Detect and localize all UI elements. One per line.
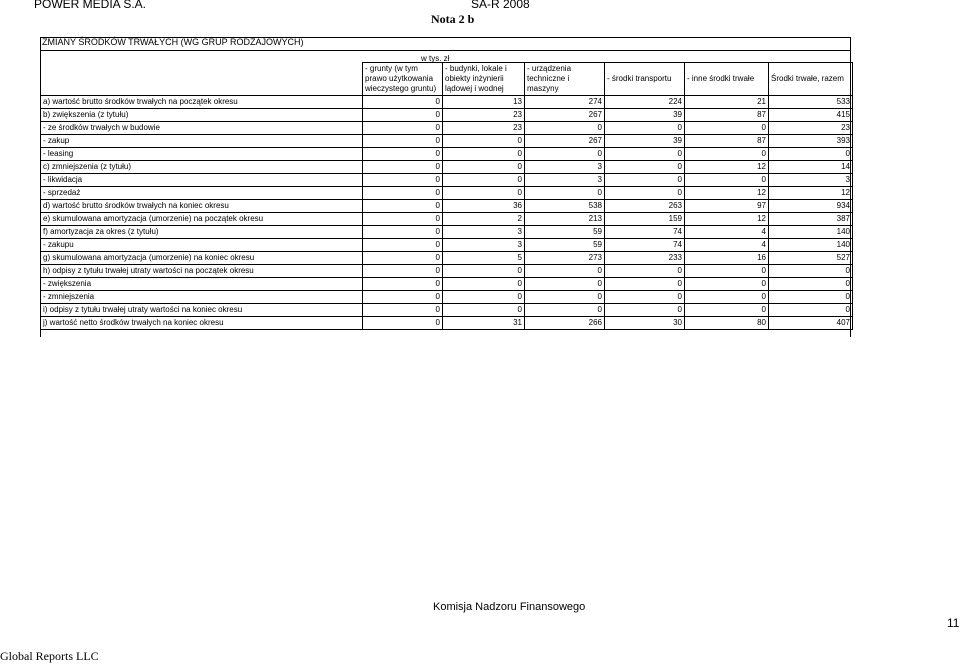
cell-value: 0 (363, 148, 443, 161)
cell-value: 3 (443, 226, 525, 239)
cell-value: 0 (769, 265, 853, 278)
cell-value: 0 (525, 291, 605, 304)
table-row (41, 317, 853, 330)
cell-value: 0 (605, 291, 685, 304)
page-number: 11 (947, 616, 960, 630)
section-title: ZMIANY ŚRODKÓW TRWAŁYCH (WG GRUP RODZAJOWYCH) (42, 37, 304, 47)
cell-value: 0 (605, 278, 685, 291)
cell-value: 31 (443, 317, 525, 330)
row-label: - zwiększenia (41, 278, 363, 291)
cell-value: 39 (605, 135, 685, 148)
cell-value: 0 (605, 265, 685, 278)
cell-value: 12 (769, 187, 853, 200)
row-label: c) zmniejszenia (z tytułu) (41, 161, 363, 174)
table-row (41, 148, 853, 161)
table-row (41, 239, 853, 252)
cell-value: 159 (605, 213, 685, 226)
cell-value: 0 (363, 96, 443, 109)
cell-value: 274 (525, 96, 605, 109)
cell-value: 533 (769, 96, 853, 109)
table-body (41, 96, 853, 330)
cell-value: 0 (605, 161, 685, 174)
cell-value: 0 (769, 278, 853, 291)
row-label: - sprzedaż (41, 187, 363, 200)
cell-value: 0 (685, 122, 769, 135)
cell-value: 87 (685, 135, 769, 148)
cell-value: 39 (605, 109, 685, 122)
row-label: - likwidacja (41, 174, 363, 187)
table-row (41, 291, 853, 304)
cell-value: 0 (443, 265, 525, 278)
cell-value: 224 (605, 96, 685, 109)
cell-value: 266 (525, 317, 605, 330)
cell-value: 3 (443, 239, 525, 252)
row-label: b) zwiększenia (z tytułu) (41, 109, 363, 122)
table-row (41, 265, 853, 278)
cell-value: 0 (363, 239, 443, 252)
cell-value: 36 (443, 200, 525, 213)
cell-value: 0 (443, 278, 525, 291)
cell-value: 4 (685, 239, 769, 252)
cell-value: 74 (605, 239, 685, 252)
cell-value: 213 (525, 213, 605, 226)
row-label: j) wartość netto środków trwałych na koniec okresu (41, 317, 363, 330)
cell-value: 13 (443, 96, 525, 109)
cell-value: 0 (769, 304, 853, 317)
table-row (41, 252, 853, 265)
cell-value: 14 (769, 161, 853, 174)
cell-value: 140 (769, 226, 853, 239)
cell-value: 80 (685, 317, 769, 330)
table-row (41, 122, 853, 135)
cell-value: 0 (769, 291, 853, 304)
row-label: d) wartość brutto środków trwałych na koniec okresu (41, 200, 363, 213)
cell-value: 30 (605, 317, 685, 330)
fixed-assets-table (40, 62, 853, 330)
cell-value: 0 (525, 304, 605, 317)
footer-publisher: Global Reports LLC (0, 649, 99, 663)
table-row (41, 304, 853, 317)
cell-value: 21 (685, 96, 769, 109)
cell-value: 0 (525, 122, 605, 135)
cell-value: 0 (685, 174, 769, 187)
cell-value: 0 (443, 135, 525, 148)
cell-value: 3 (769, 174, 853, 187)
row-label: - zmniejszenia (41, 291, 363, 304)
company-name: POWER MEDIA S.A. (34, 0, 147, 11)
table-header-row (41, 63, 853, 96)
cell-value: 233 (605, 252, 685, 265)
cell-value: 267 (525, 109, 605, 122)
row-label: e) skumulowana amortyzacja (umorzenie) na początek okresu (41, 213, 363, 226)
cell-value: 0 (525, 187, 605, 200)
cell-value: 2 (443, 213, 525, 226)
cell-value: 527 (769, 252, 853, 265)
cell-value: 0 (363, 161, 443, 174)
row-label: a) wartość brutto środków trwałych na początek okresu (41, 96, 363, 109)
row-label: i) odpisy z tytułu trwałej utraty wartości na koniec okresu (41, 304, 363, 317)
footer-authority: Komisja Nadzoru Finansowego (433, 601, 586, 613)
note-number: Nota 2 b (431, 12, 475, 26)
row-label: - leasing (41, 148, 363, 161)
row-label: - zakup (41, 135, 363, 148)
cell-value: 140 (769, 239, 853, 252)
table-row (41, 187, 853, 200)
cell-value: 0 (363, 200, 443, 213)
table-row (41, 109, 853, 122)
cell-value: 407 (769, 317, 853, 330)
row-label: f) amortyzacja za okres (z tytułu) (41, 226, 363, 239)
cell-value: 0 (363, 278, 443, 291)
cell-value: 538 (525, 200, 605, 213)
cell-value: 273 (525, 252, 605, 265)
cell-value: 263 (605, 200, 685, 213)
cell-value: 0 (443, 161, 525, 174)
column-header: - środki transportu (605, 63, 685, 96)
cell-value: 12 (685, 213, 769, 226)
cell-value: 0 (605, 187, 685, 200)
report-code: SA-R 2008 (471, 0, 530, 11)
cell-value: 0 (525, 265, 605, 278)
cell-value: 0 (443, 187, 525, 200)
row-label: g) skumulowana amortyzacja (umorzenie) na koniec okresu (41, 252, 363, 265)
cell-value: 0 (685, 278, 769, 291)
cell-value: 3 (525, 161, 605, 174)
row-label: h) odpisy z tytułu trwałej utraty wartości na początek okresu (41, 265, 363, 278)
cell-value: 0 (525, 278, 605, 291)
cell-value: 0 (605, 304, 685, 317)
column-header: - inne środki trwałe (685, 63, 769, 96)
cell-value: 23 (443, 109, 525, 122)
cell-value: 0 (685, 265, 769, 278)
cell-value: 0 (685, 291, 769, 304)
cell-value: 267 (525, 135, 605, 148)
cell-value: 387 (769, 213, 853, 226)
column-header: - urządzenia techniczne i maszyny (525, 63, 605, 96)
table-row (41, 200, 853, 213)
table-row (41, 278, 853, 291)
cell-value: 0 (363, 213, 443, 226)
cell-value: 0 (363, 265, 443, 278)
column-header: - budynki, lokale i obiekty inżynierii lądowej i wodnej (443, 63, 525, 96)
cell-value: 0 (363, 135, 443, 148)
unit-label: w tys. zł (421, 54, 450, 63)
cell-value: 0 (363, 187, 443, 200)
row-label: - ze środków trwałych w budowie (41, 122, 363, 135)
cell-value: 23 (769, 122, 853, 135)
cell-value: 74 (605, 226, 685, 239)
column-header: - grunty (w tym prawo użytkowania wieczystego gruntu) (363, 63, 443, 96)
table-row (41, 161, 853, 174)
cell-value: 3 (525, 174, 605, 187)
cell-value: 0 (605, 122, 685, 135)
cell-value: 23 (443, 122, 525, 135)
header-blank (41, 63, 363, 96)
cell-value: 0 (363, 226, 443, 239)
cell-value: 12 (685, 161, 769, 174)
cell-value: 0 (363, 291, 443, 304)
cell-value: 0 (363, 252, 443, 265)
cell-value: 0 (769, 148, 853, 161)
table-row (41, 96, 853, 109)
cell-value: 0 (443, 291, 525, 304)
cell-value: 934 (769, 200, 853, 213)
cell-value: 0 (525, 148, 605, 161)
cell-value: 0 (443, 174, 525, 187)
cell-value: 0 (363, 304, 443, 317)
cell-value: 0 (443, 148, 525, 161)
cell-value: 0 (363, 174, 443, 187)
table-row (41, 226, 853, 239)
cell-value: 59 (525, 226, 605, 239)
title-divider (40, 50, 851, 51)
cell-value: 87 (685, 109, 769, 122)
column-header: Środki trwałe, razem (769, 63, 853, 96)
cell-value: 0 (605, 148, 685, 161)
cell-value: 0 (363, 317, 443, 330)
cell-value: 0 (363, 109, 443, 122)
table-row (41, 174, 853, 187)
cell-value: 0 (685, 304, 769, 317)
cell-value: 0 (363, 122, 443, 135)
cell-value: 0 (443, 304, 525, 317)
cell-value: 12 (685, 187, 769, 200)
cell-value: 0 (605, 174, 685, 187)
table-row (41, 213, 853, 226)
cell-value: 4 (685, 226, 769, 239)
cell-value: 97 (685, 200, 769, 213)
cell-value: 59 (525, 239, 605, 252)
cell-value: 16 (685, 252, 769, 265)
table-row (41, 135, 853, 148)
row-label: - zakupu (41, 239, 363, 252)
cell-value: 0 (685, 148, 769, 161)
cell-value: 393 (769, 135, 853, 148)
cell-value: 415 (769, 109, 853, 122)
cell-value: 5 (443, 252, 525, 265)
